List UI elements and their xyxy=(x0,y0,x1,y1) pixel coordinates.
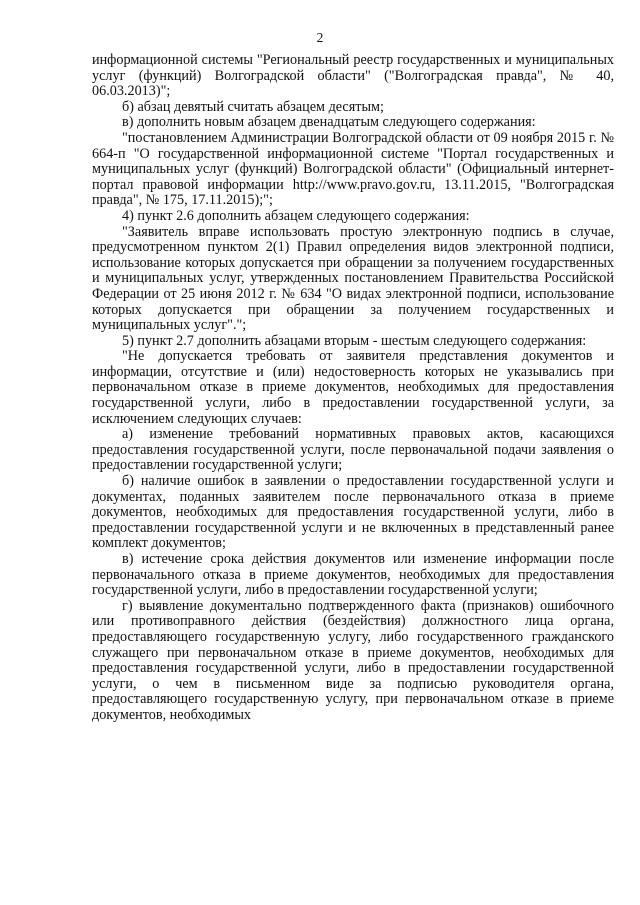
document-body xyxy=(92,53,614,724)
paragraph: а) изменение требований нормативных правовых актов, касающихся предоставления государственной услуги, после первоначальной подачи заявления о предоставлении государственной услуги; xyxy=(92,426,614,474)
paragraph: в) истечение срока действия документов или изменение информации после первоначального отказа в приеме документов, необходимых для предоставления государственной услуги, либо в предоставлении государственной услуги; xyxy=(92,551,614,599)
paragraph: б) наличие ошибок в заявлении о предоставлении государственной услуги и документах, поданных заявителем после первоначального отказа в приеме документов, необходимых для предоставления государственной услуги, либо в предоставлении государственной услуги и не включенных в представленный ранее комплект документов; xyxy=(92,473,614,552)
paragraph: 4) пункт 2.6 дополнить абзацем следующего содержания: xyxy=(122,207,470,224)
paragraph: информационной системы "Региональный реестр государственных и муниципальных услуг (функций) Волгоградской области" ("Волгоградская правда", № 40, 06.03.2013)"; xyxy=(92,52,614,100)
paragraph: б) абзац девятый считать абзацем десятым; xyxy=(122,98,384,115)
page-number: 2 xyxy=(316,30,324,45)
paragraph: г) выявление документально подтвержденного факта (признаков) ошибочного или противоправного действия (бездействия) должностного лица органа, предоставляющего государственную услугу, либо государственного гражданского служащего при первоначальном отказе в приеме документов, необходимых для предоставления государственной услуги, либо в предоставлении государственной услуги, о чем в письменном виде за подписью руководителя органа, предоставляющего государственную услугу, при первоначальном отказе в приеме документов, необходимых xyxy=(92,597,614,723)
paragraph: "Не допускается требовать от заявителя представления документов и информации, отсутствие и (или) недостоверность которых не указывались при первоначальном отказе в приеме документов, необходимых для предоставления государственной услуги, либо в предоставлении государственной услуги, за исключением следующих случаев: xyxy=(92,348,614,427)
paragraph: "Заявитель вправе использовать простую электронную подпись в случае, предусмотренном пунктом 2(1) Правил определения видов электронной подписи, использование которых допускается при обращении за получением государственных и муниципальных услуг, утвержденных постановлением Правительства Российской Федерации от 25 июня 2012 г. № 634 "О видах электронной подписи, использование которых допускается при обращении за получением государственных и муниципальных услуг"."; xyxy=(92,223,614,334)
paragraph: в) дополнить новым абзацем двенадцатым следующего содержания: xyxy=(122,114,536,131)
paragraph: 5) пункт 2.7 дополнить абзацами вторым - шестым следующего содержания: xyxy=(122,332,587,349)
paragraph: "постановлением Администрации Волгоградской области от 09 ноября 2015 г. № 664-п "О государственной информационной системе "Портал государственных и муниципальных услуг (функций) Волгоградской области" (Официальный интернет-портал правовой информации http://www.pravo.gov.ru, 13.11.2015, "Волгоградская правда", № 175, 17.11.2015);"; xyxy=(92,129,614,209)
